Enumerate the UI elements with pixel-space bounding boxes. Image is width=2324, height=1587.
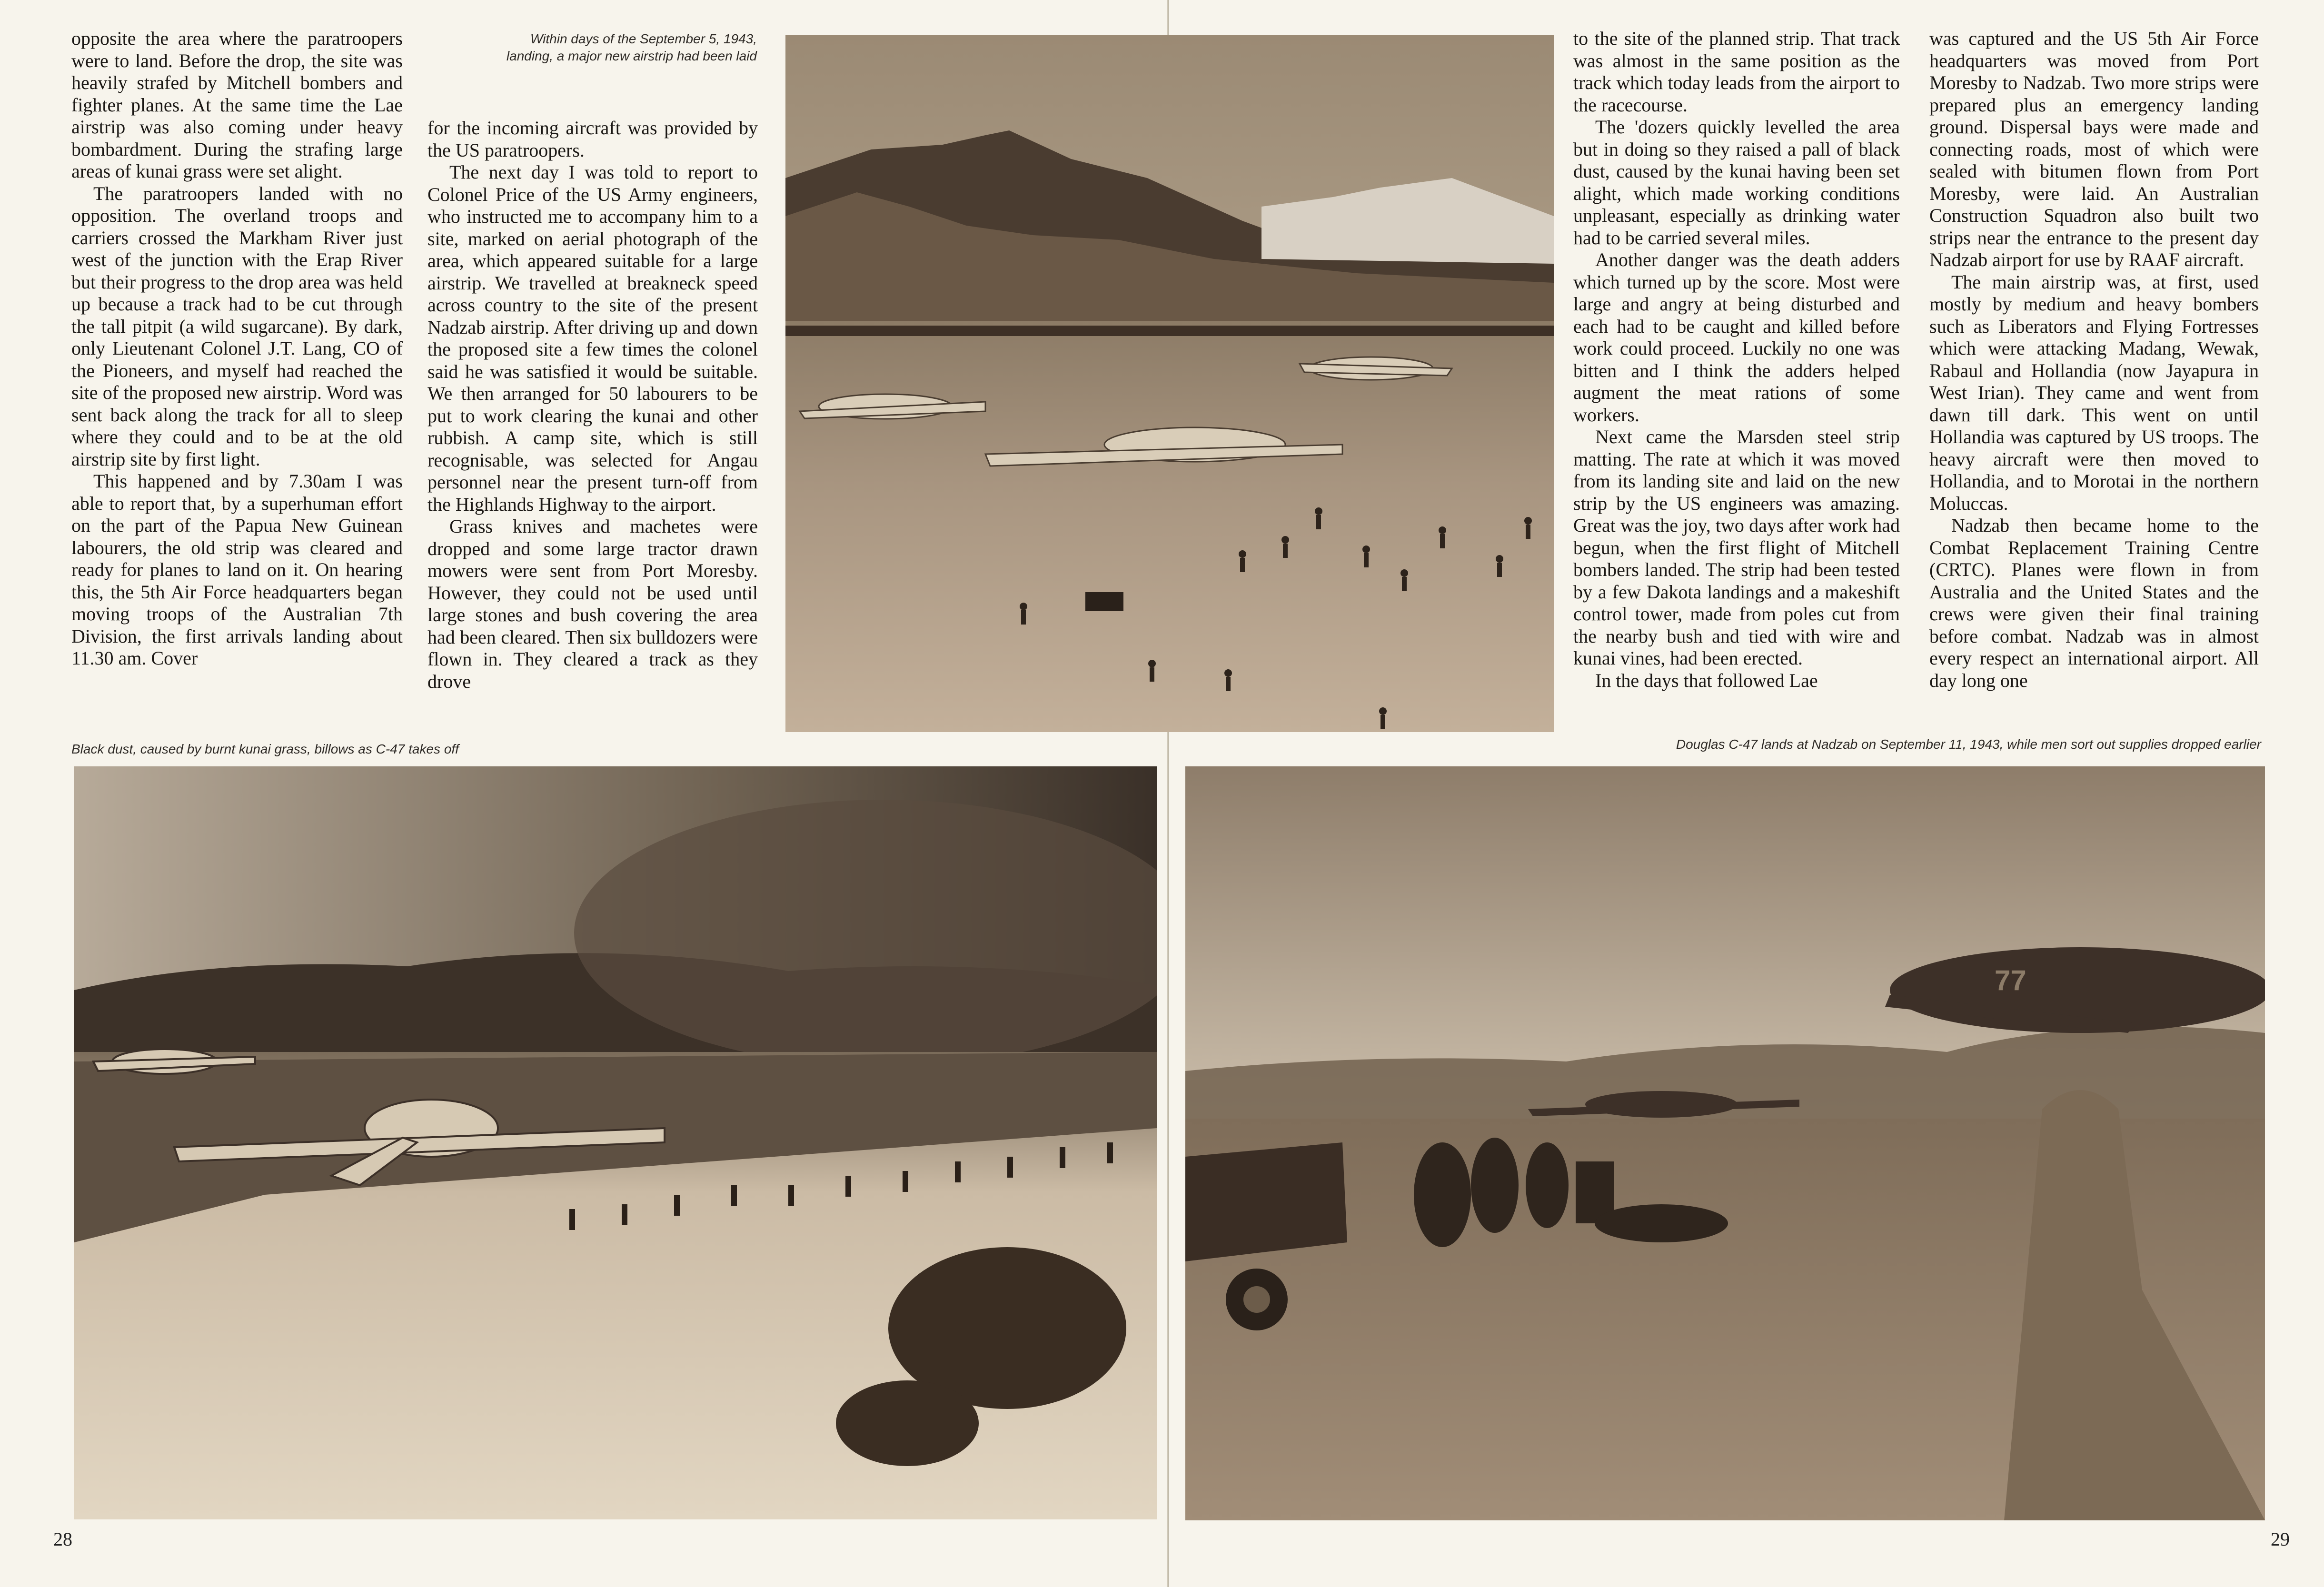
paragraph: The main airstrip was, at first, used mostly by medium and heavy bombers such as Liberators and Flying Fortresses which were attacking Madang, Wewak, Rabaul and Hollandia (now Jayapura in West Irian). They came and went from dawn till dark. This went on until Hollandia was captured by US troops. The heavy aircraft were then moved to Hollandia, and to Morotai in the northern Moluccas. xyxy=(1929,271,2259,514)
paragraph: In the days that followed Lae xyxy=(1595,669,1818,691)
paragraph: opposite the area where the paratroopers were to land. Before the drop, the site was heavily strafed by Mitchell bombers and fighter planes. At the same time the Lae airstrip was also coming under heavy bombardment. During the strafing large areas of kunai grass were set alight. xyxy=(71,28,403,182)
paragraph: for the incoming aircraft was provided by the US paratroopers. xyxy=(427,117,758,161)
airstrip-photo xyxy=(785,35,1554,732)
paragraph: The paratroopers landed with no opposition. The overland troops and carriers crossed the Markham River just west of the junction with the Erap River but their progress to the drop area was held up because a track had to be cut through the tall pitpit (a wild sugarcane). By dark, only Lieutenant Colonel J.T. Lang, CO of the Pioneers, and myself had reached the site of the proposed new airstrip. Word was sent back along the track for all to sleep where they could and to be at the old airstrip site by first light. xyxy=(71,182,403,470)
paragraph: Another danger was the death adders which turned up by the score. Most were large and angry at being disturbed and each had to be caught and killed before work could proceed. Luckily no one was bitten and I think the adders helped augment the meat rations of some workers. xyxy=(1573,249,1900,426)
paragraph: This happened and by 7.30am I was able to report that, by a superhuman effort on the part of the Papua New Guinean labourers, the old strip was cleared and ready for planes to land on it. On hearing this, the 5th Air Force headquarters began moving troops of the Australian 7th Division, the first arrivals landing about 11.30 am. Cover xyxy=(71,470,403,669)
article-column-2 xyxy=(427,117,758,693)
paragraph: Next came the Marsden steel strip matting. The rate at which it was moved from its landing site and laid on the new strip by the US engineers was amazing. Great was the joy, two days after work had begun, when the first flight of Mitchell bombers landed. The strip had been tested by a few Dakota landings and a makeshift control tower, made from poles cut from the nearby bush and tied with wire and kunai vines, had been erected. xyxy=(1573,426,1900,669)
paragraph: The next day I was told to report to Colonel Price of the US Army engineers, who instructed me to accompany him to a site, marked on aerial photograph of the area, which appeared suitable for a large airstrip. We travelled at breakneck speed across country to the site of the present Nadzab airstrip. After driving up and down the proposed site a few times the colonel said he was satisfied it would be suitable. We then arranged for 50 labourers to be put to work clearing the kunai and other rubbish. A camp site, which is still recognisable, was selected for Angau personnel near the present turn-off from the Highlands Highway to the airport. xyxy=(427,161,758,515)
paragraph: was captured and the US 5th Air Force headquarters was moved from Port Moresby to Nadzab. Two more strips were prepared plus an emergency landing ground. Dispersal bays were made and connecting roads, most of which were sealed with bitumen flown from Port Moresby, were laid. An Australian Construction Squadron also built two strips near the entrance to the present day Nadzab airport for use by RAAF aircraft. xyxy=(1929,28,2259,270)
paragraph: The 'dozers quickly levelled the area but in doing so they raised a pall of black dust, caused by the kunai having been set alight, which made working conditions unpleasant, especially as drinking water had to be carried several miles. xyxy=(1573,116,1900,248)
paragraph: to the site of the planned strip. That track was almost in the same position as the track which today leads from the airport to the racecourse. xyxy=(1573,28,1900,116)
paragraph: Nadzab then became home to the Combat Replacement Training Centre (CRTC). Planes were flown in from Australia and the United States and the crews were given their final training before combat. Nadzab was in almost every respect an international airport. All day long one xyxy=(1929,515,2259,691)
page-number-left: 28 xyxy=(53,1528,72,1550)
bottom-right-photo-caption: Douglas C-47 lands at Nadzab on September 11, 1943, while men sort out supplies dropped earlier xyxy=(1676,737,2261,752)
article-column-1 xyxy=(71,28,403,670)
aircraft-number-77: 77 xyxy=(1995,964,2026,996)
paragraph: Grass knives and machetes were dropped and some large tractor drawn mowers were sent from Port Moresby. However, they could not be used until large stones and bush covering the area had been cleared. Then six bulldozers were flown in. They cleared a track as they drove xyxy=(427,516,758,692)
top-photo-caption: Within days of the September 5, 1943, landing, a major new airstrip had been laid xyxy=(506,31,757,63)
page-number-right: 29 xyxy=(2271,1528,2290,1550)
bottom-left-photo-caption: Black dust, caused by burnt kunai grass, billows as C-47 takes off xyxy=(71,742,459,756)
c47-landing-photo xyxy=(1185,766,2265,1520)
article-column-4 xyxy=(1929,28,2259,692)
dust-takeoff-photo xyxy=(74,766,1157,1519)
article-column-3 xyxy=(1573,28,1900,692)
